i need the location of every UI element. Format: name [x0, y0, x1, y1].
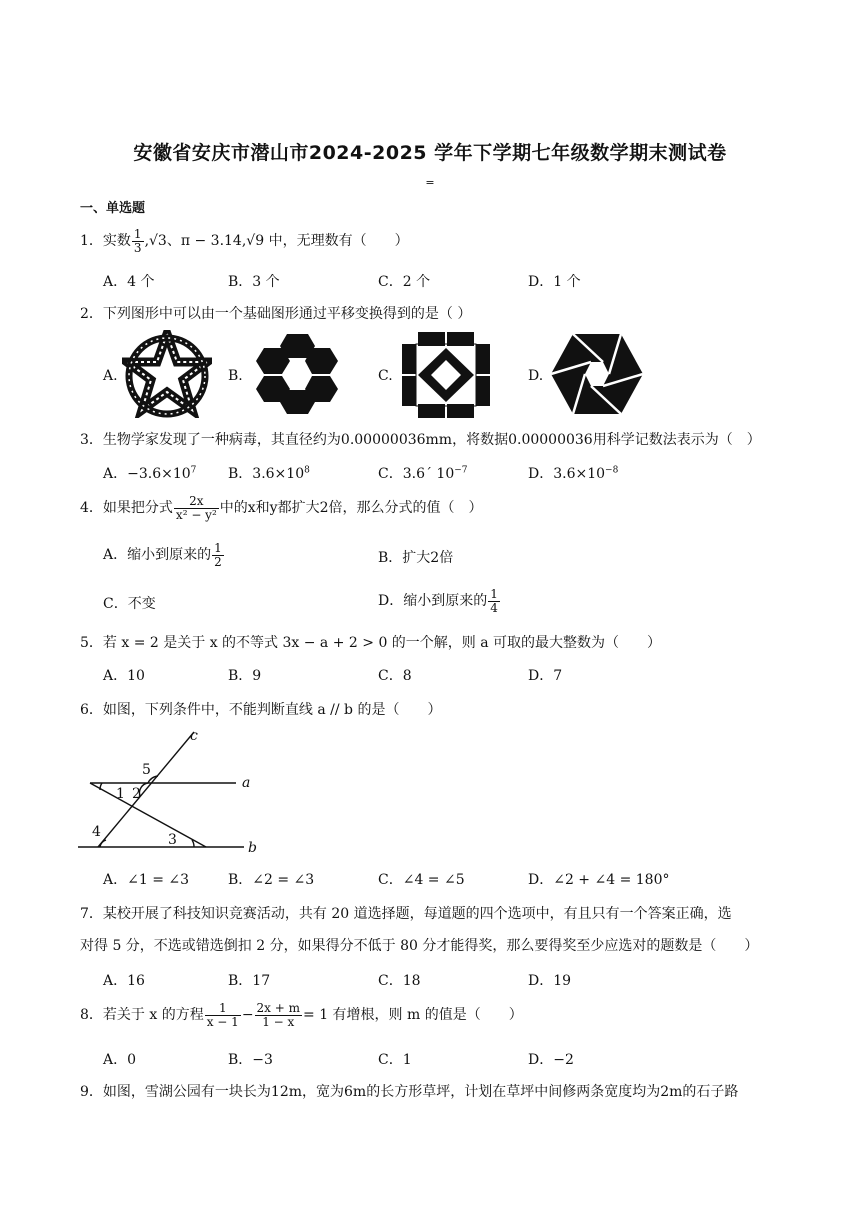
option-d: D．$3.6\times 10^{-8}$: [528, 465, 619, 482]
option-b: B.: [228, 368, 243, 384]
page-title: 安徽省安庆市潜山市2024-2025 学年下学期七年级数学期末测试卷: [133, 142, 727, 164]
option-a: A．$-3.6\times 10^7$: [103, 465, 197, 482]
option-b: B．∠2 = ∠3: [228, 872, 315, 888]
question-3: 3．生物学家发现了一种病毒，其直径约为0.00000036mm，将数据0.00000036用科学记数法表示为（ ）: [80, 432, 761, 448]
option-a: A．10: [103, 668, 145, 684]
option-b: B．9: [228, 668, 262, 684]
section-heading: 一、单选题: [80, 201, 146, 216]
option-d: D．∠2 + ∠4 = 180°: [528, 872, 670, 888]
option-d: D．−2: [528, 1052, 574, 1068]
option-c: C．∠4 = ∠5: [378, 872, 465, 888]
option-c: C．不变: [103, 596, 156, 612]
label-5: 5: [142, 762, 151, 778]
option-d: D．1 个: [528, 274, 581, 290]
option-c: C．1: [378, 1052, 412, 1068]
fraction: $\frac{2x}{\text{x² − y²}}$: [175, 494, 217, 522]
shutter-hexagon-figure: [550, 332, 645, 416]
parallel-lines-figure: [76, 726, 276, 856]
question-4: 4．如果把分式 $\frac{2x}{\text{x² − y²}}$ 中的x和y都扩大2倍，那么分式的值（ ）: [80, 494, 483, 522]
label-3: 3: [168, 832, 177, 848]
fraction: $\frac{1}{3}$: [133, 227, 142, 255]
option-d: D.: [528, 368, 544, 384]
option-a: A．∠1 = ∠3: [103, 872, 190, 888]
option-b: B．17: [228, 973, 271, 989]
label-b: b: [248, 840, 257, 856]
question-9: 9．如图，雪湖公园有一块长为12m，宽为6m的长方形草坪，计划在草坪中间修两条宽度均为2m的石子路: [80, 1084, 739, 1100]
option-c: C．3.6´ $10^{-7}$: [378, 465, 468, 482]
question-number: 1．: [80, 233, 103, 250]
option-a: A．0: [103, 1052, 137, 1068]
option-d: D．缩小到原来的 $\frac{1}{4}$: [378, 587, 498, 615]
hexagon-ring-figure: [250, 330, 345, 418]
option-a: A．缩小到原来的 $\frac{1}{2}$: [103, 541, 222, 569]
option-d: D．19: [528, 973, 572, 989]
option-c: C.: [378, 368, 393, 384]
option-c: C．2 个: [378, 274, 431, 290]
square-pattern-figure: [400, 330, 492, 420]
option-c: C．18: [378, 973, 421, 989]
label-1: 1: [116, 786, 125, 802]
label-a: a: [242, 775, 251, 791]
question-2: 2．下列图形中可以由一个基础图形通过平移变换得到的是（ ）: [80, 306, 472, 322]
question-5: 5．若 x = 2 是关于 x 的不等式 3x − a + 2 > 0 的一个解，则 a 可取的最大整数为（ ）: [80, 635, 662, 651]
question-1: 1．实数 $\frac{1}{3}$ ,√3、π − 3.14,√9 中，无理数有（ ）: [80, 227, 409, 255]
option-b: B．$3.6\times 10^8$: [228, 465, 310, 482]
option-c: C．8: [378, 668, 412, 684]
equal-mark: =: [425, 176, 435, 189]
film-star-figure: [122, 330, 212, 418]
question-8: 8．若关于 x 的方程 $\frac{1}{x - 1}$ − $\frac{2x + m}{1 - x}$ = 1 有增根，则 m 的值是（ ）: [80, 1001, 523, 1029]
label-2: 2: [132, 786, 141, 802]
option-d: D．7: [528, 668, 563, 684]
option-a: A．4 个: [103, 274, 155, 290]
option-b: B．3 个: [228, 274, 280, 290]
question-7: 7．某校开展了科技知识竞赛活动，共有 20 道选择题，每道题的四个选项中，有且只有一个答案正确，选: [80, 906, 732, 922]
label-4: 4: [92, 824, 101, 840]
option-a: A．16: [103, 973, 145, 989]
option-b: B．扩大2倍: [378, 550, 454, 566]
label-c: c: [190, 728, 198, 744]
question-6: 6．如图，下列条件中，不能判断直线 a // b 的是（ ）: [80, 702, 442, 718]
option-a: A.: [103, 368, 118, 384]
question-7-line-2: 对得 5 分，不选或错选倒扣 2 分，如果得分不低于 80 分才能得奖，那么要得奖至少应选对的题数是（ ）: [80, 938, 759, 954]
option-b: B．−3: [228, 1052, 273, 1068]
